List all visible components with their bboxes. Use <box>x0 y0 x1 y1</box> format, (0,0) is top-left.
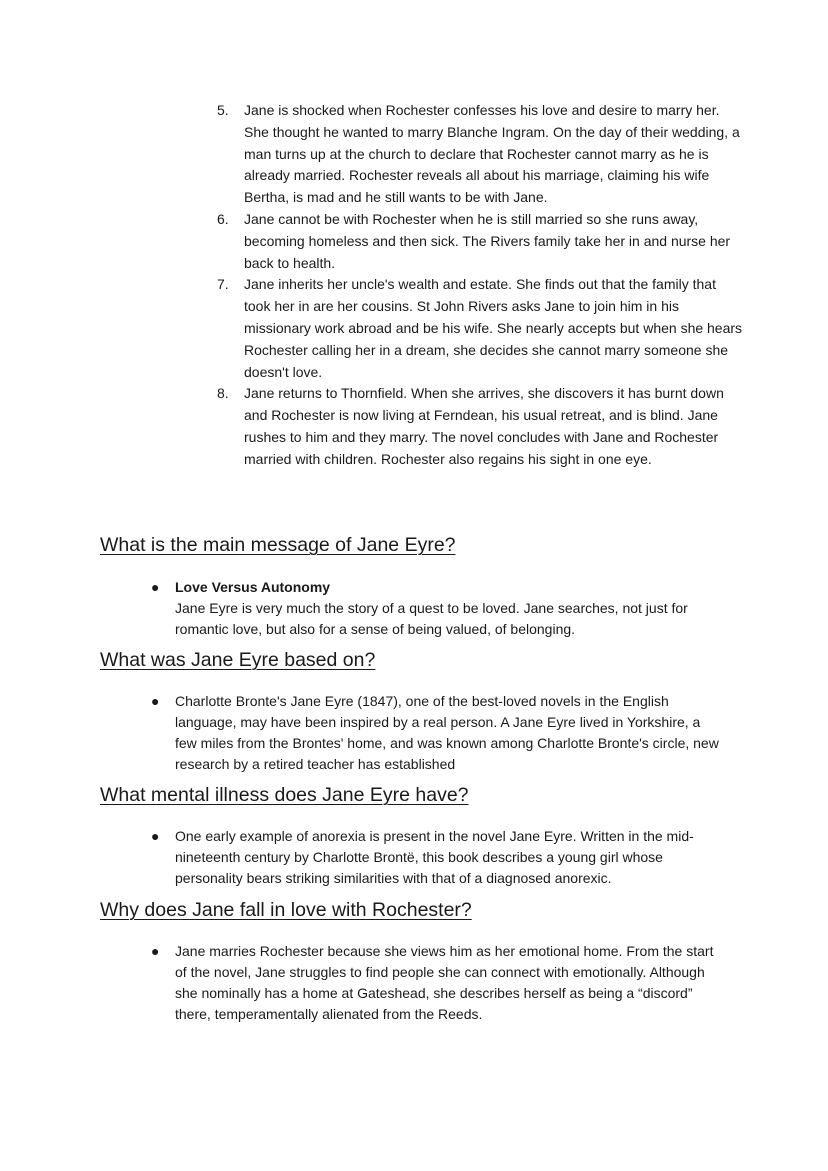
section-heading: Why does Jane fall in love with Rochester? <box>100 899 472 921</box>
list-item-text: Jane is shocked when Rochester confesses his love and desire to marry her. She thought he wanted to marry Blanche Ingram. On the day of their wedding, a man turns up at the church to declare that Rochester cannot marry as he is already married. Rochester reveals all about his marriage, claiming his wife Bertha, is mad and he still wants to be with Jane. <box>244 102 740 206</box>
section-fall-in-love <box>0 897 828 1025</box>
section-main-message <box>0 532 828 640</box>
list-item-number: 8. <box>217 385 229 402</box>
bullet-dot-icon: ● <box>151 943 160 959</box>
list-item <box>0 100 744 209</box>
section-heading: What was Jane Eyre based on? <box>100 649 376 671</box>
section-based-on <box>0 647 828 775</box>
bullet-text: Jane Eyre is very much the story of a quest to be loved. Jane searches, not just for romantic love, but also for a sense of being valued, of belonging. <box>175 600 688 637</box>
bullet-item <box>0 941 725 1025</box>
bullet-list <box>0 691 828 775</box>
list-item-number: 6. <box>217 210 229 227</box>
list-item <box>0 383 744 470</box>
bullet-list <box>0 826 828 889</box>
bullet-text: Charlotte Bronte's Jane Eyre (1847), one of the best-loved novels in the English language, may have been inspired by a real person. A Jane Eyre lived in Yorkshire, a few miles from the Brontes' home, and was known among Charlotte Bronte's circle, new research by a retired teacher has established <box>175 693 719 772</box>
list-item-text: Jane cannot be with Rochester when he is still married so she runs away, becoming homeless and then sick. The Rivers family take her in and nurse her back to health. <box>244 210 731 271</box>
section-mental-illness <box>0 782 828 889</box>
list-item-text: Jane inherits her uncle's wealth and estate. She finds out that the family that took her in are her cousins. St John Rivers asks Jane to join him in his missionary work abroad and be his wife. She nearly accepts but when she hears Rochester calling her in a dream, she decides she cannot marry someone she doesn't love. <box>244 276 743 380</box>
list-item-text: Jane returns to Thornfield. When she arrives, she discovers it has burnt down and Rochester is now living at Ferndean, his usual retreat, and is blind. Jane rushes to him and they marry. The novel concludes with Jane and Rochester married with children. Rochester also regains his sight in one eye. <box>244 385 724 467</box>
bullet-text: Jane marries Rochester because she views him as her emotional home. From the start of the novel, Jane struggles to find people she can connect with emotionally. Although she nominally has a home at Gateshead, she describes herself as being a “discord” there, temperamentally alienated from the Reeds. <box>175 943 714 1022</box>
section-heading: What mental illness does Jane Eyre have? <box>100 784 469 806</box>
list-item <box>0 274 744 383</box>
bullet-list <box>0 941 828 1025</box>
bullet-dot-icon: ● <box>151 579 160 595</box>
list-item-number: 7. <box>217 276 229 293</box>
list-item-number: 5. <box>217 102 229 118</box>
bullet-title: Love Versus Autonomy <box>175 579 331 595</box>
bullet-item <box>0 577 725 640</box>
bullet-list <box>0 577 828 640</box>
bullet-item <box>0 691 725 775</box>
bullet-dot-icon: ● <box>151 828 160 844</box>
section-heading: What is the main message of Jane Eyre? <box>100 534 456 556</box>
bullet-text: One early example of anorexia is present in the novel Jane Eyre. Written in the mid-nineteenth century by Charlotte Brontë, this book describes a young girl whose personality bears striking similarities with that of a diagnosed anorexic. <box>175 828 694 886</box>
bullet-item <box>0 826 725 889</box>
list-item <box>0 209 744 274</box>
bullet-dot-icon: ● <box>151 693 160 709</box>
numbered-list <box>0 100 828 471</box>
